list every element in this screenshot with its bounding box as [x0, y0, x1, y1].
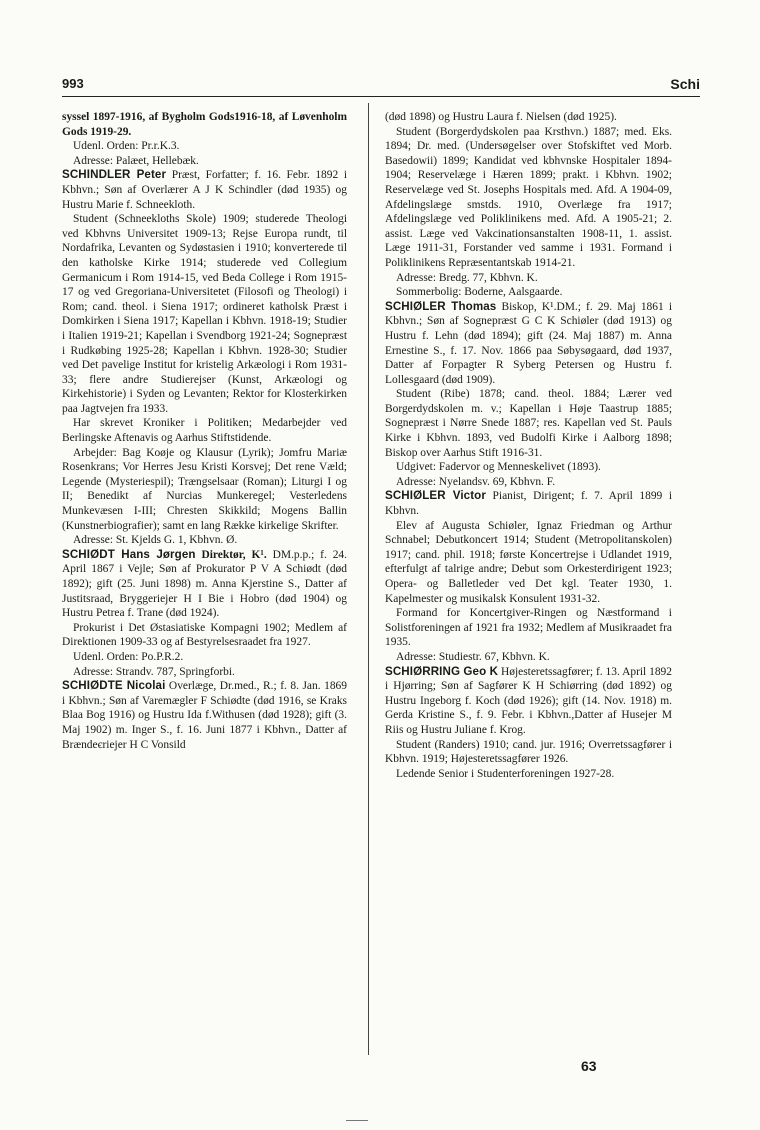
- paragraph: [385, 125, 672, 271]
- entry-text: Arbejder: Bag Koøje og Klausur (Lyrik); Jomfru Mariæ Rosenkrans; Vor Herres Jesu Kristi Korsvej; Det rene Væld; Legende (Mysteriespil); Trængselsaar (Roman); Liturgi I og II; Benedikt af Nurcias Munkeregel; Vesterledens Munkevæsen I-III; Chresten Skikkild; Mogens Ballin (Kunstnerbiografier); samt en lang Række kirkelige Skrifter.: [62, 446, 347, 532]
- paragraph: [62, 650, 347, 665]
- entry-text: Højesteretssagfører; f. 13. April 1892 i Hjørring; Søn af Sagfører K H Schiørring (død 1892) og Hustru Ingeborg f. Koch (død 1926); gift (14. Nov. 1918) m. Gerda Kristine S., f. 9. Febr. i Kbhvn.,Datter af Husejer M Riis og Hustru Juliane f. Krog.: [385, 665, 672, 736]
- entry-paragraph: [62, 548, 347, 621]
- entry-text: Student (Ribe) 1878; cand. theol. 1884; Lærer ved Borgerdydskolen m. v.; Kapellan i Høje Taastrup 1885; Sognepræst i Nørre Snede 1887; res. Kapellan ved St. Pauls Kirke i Kbhvn. 1893, ved Budolfi Kirke i Aalborg 1898; Biskop over Aarhus Stift 1916-31.: [385, 388, 672, 459]
- paragraph: [62, 533, 347, 548]
- paragraph: [385, 460, 672, 475]
- entry-text: Formand for Koncertgiver-Ringen og Næstformand i Solistforeningen af 1921 fra 1932; Medlem af Musikraadet fra 1935.: [385, 607, 672, 649]
- paragraph: [385, 110, 672, 125]
- entry-paragraph: [62, 679, 347, 752]
- entry-paragraph: [385, 665, 672, 738]
- entry-name-suffix: Direktør, K¹.: [195, 548, 267, 561]
- entry-text: Adresse: Studiestr. 67, Kbhvn. K.: [396, 650, 550, 663]
- entry-name: SCHIØLER Thomas: [385, 299, 497, 313]
- entry-text: Har skrevet Kroniker i Politiken; Medarbejder ved Berlingske Aftenavis og Aarhus Stiftstidende.: [62, 417, 347, 445]
- entry-text: Student (Schneekloths Skole) 1909; studerede Theologi ved Kbhvns Universitet 1909-13; Rejse Europa rundt, til Nordafrika, Levanten og Sydøstasien i 1910; konverterede til den katholske Kirke 1914; studerede ved Collegium Germanicum i Rom 1914-15, ved Beda College i Rom 1915-17 og ved Gregoriana-Universitetet (Filosofi og Theologi) i Rom; cand. theol. i Siena 1917; ordineret katholsk Præst i Domkirken i Siena 1917; Kapellan i Kbhvn. 1918-19; Studier i Italien 1919-21; Kapellan i Svendborg 1921-24; Sognepræst i Rudkøbing 1925-28; Kapellan i Kbhvn. 1928-30; Studier ved Det pavelige Institut for kristelig Arkæologi i Rom 1931-33; flere andre Studierejser (Kunst, Arkæologi og Kirkehistorie) i Syden og Levanten; Rektor for Klosterkirken paa Jagtvejen fra 1933.: [62, 213, 347, 415]
- paragraph: [62, 110, 347, 139]
- entry-text: Adresse: Palæet, Hellebæk.: [73, 154, 199, 167]
- entry-text: Adresse: Strandv. 787, Springforbi.: [73, 665, 235, 678]
- entry-name: SCHIØDT Hans Jørgen: [62, 547, 196, 561]
- paragraph: [385, 475, 672, 490]
- entry-text: Student (Randers) 1910; cand. jur. 1916; Overretssagfører i Kbhvn. 1919; Højesteretssagfører 1926.: [385, 738, 672, 766]
- paragraph: [62, 416, 347, 445]
- entry-name: SCHIØRRING Geo K: [385, 664, 499, 678]
- right-column: [385, 110, 672, 781]
- entry-name: SCHINDLER Peter: [62, 168, 167, 182]
- entry-name: SCHIØLER Victor: [385, 489, 486, 503]
- entry-paragraph: [385, 300, 672, 388]
- paragraph: [385, 285, 672, 300]
- entry-text: Præst, Forfatter; f. 16. Febr. 1892 i Kbhvn.; Søn af Overlærer A J K Schindler (død 1935) og Hustru Marie f. Schneekloth.: [62, 169, 347, 211]
- entry-text: syssel 1897-1916, af Bygholm Gods1916-18, af Løvenholm Gods 1919-29.: [62, 111, 347, 138]
- paragraph: [385, 519, 672, 607]
- paragraph: [385, 606, 672, 650]
- entry-text: Udenl. Orden: Po.P.R.2.: [73, 650, 184, 663]
- entry-text: Biskop, K¹.DM.; f. 29. Maj 1861 i Kbhvn.; Søn af Sognepræst G C K Schiøler (død 1913) og Hustru f. Lehn (død 1894); gift (24. Maj 1887) m. Anna Ernestine S., f. 17. Nov. 1866 paa Søbysøgaard, død 1937, Datter af Forpagter R Syberg Petersen og Hustru f. Lollesgaard (død 1909).: [385, 300, 673, 386]
- running-head: Schi: [670, 76, 700, 92]
- entry-text: Ledende Senior i Studenterforeningen 1927-28.: [396, 767, 615, 780]
- entry-text: Overlæge, Dr.med., R.; f. 8. Jan. 1869 i Kbhvn.; Søn af Varemægler F Schiødte (død 1916, se Kraks Blaa Bog 1916) og Hustru Ida f.Withusen (død 1928); gift (3. Maj 1902) m. Inger S., f. 16. Juni 1877 i Kbhvn., Datter af Brændeєriejer H C Vonsild: [62, 680, 347, 751]
- left-column: [62, 110, 347, 752]
- entry-text: Prokurist i Det Østasiatiske Kompagni 1902; Medlem af Direktionen 1909-33 og af Bestyrelsesraadet fra 1927.: [62, 621, 347, 649]
- header-rule: [62, 96, 700, 97]
- entry-text: (død 1898) og Hustru Laura f. Nielsen (død 1925).: [385, 111, 617, 123]
- column-divider: [368, 103, 369, 1055]
- entry-name: SCHIØDTE Nicolai: [62, 679, 166, 693]
- paragraph: [385, 271, 672, 286]
- paragraph: [62, 139, 347, 154]
- entry-text: Sommerbolig: Boderne, Aalsgaarde.: [396, 286, 563, 299]
- page-number: 993: [62, 76, 84, 91]
- entry-text: Student (Borgerdydskolen paa Krsthvn.) 1887; med. Eks. 1894; Dr. med. (Undersøgelser over Stofskiftet ved Morb. Basedowii) 1899; Kandidat ved kbhvnske Hospitaler 1894-1904; Reservelæge i Hæren 1899; prakt. i Kbhvn. 1902; Reservelæge ved St. Josephs Hospitals med. Afd. A 1904-09, Afdelingslæge smstds. 1910, Overlæge fra 1917; Afdelingslæge ved Poliklinikens med. Afd. A 1905-21; 2. assist. Læge ved Vakcinationsanstalten 1908-11, 1. assist. Læge 1911-31, Forstander ved samme i 1931. Formand i Poliklinikens Repræsentantskab 1914-21.: [385, 125, 672, 269]
- paragraph: [62, 212, 347, 416]
- entry-text: Adresse: St. Kjelds G. 1, Kbhvn. Ø.: [73, 534, 238, 547]
- entry-text: Udgivet: Fadervor og Menneskelivet (1893).: [396, 461, 601, 474]
- paragraph: [62, 621, 347, 650]
- entry-text: Adresse: Nyelandsv. 69, Kbhvn. F.: [396, 475, 556, 488]
- entry-text: Udenl. Orden: Pr.r.K.3.: [73, 140, 180, 153]
- entry-paragraph: [385, 489, 672, 518]
- paragraph: [62, 154, 347, 169]
- page-header: [62, 76, 700, 94]
- paragraph: [385, 767, 672, 782]
- entry-text: DM.p.p.; f. 24. April 1867 i Vejle; Søn af Prokurator P V A Schiødt (død 1892); gift (25. Juni 1898) m. Anna Kjerstine S., Datter af Justitsraad, Bryggeriejer H I Bie i Hobro (død 1904) og Hustru Petrea f. Trane (død 1924).: [62, 548, 348, 620]
- entry-text: Adresse: Bredg. 77, Kbhvn. K.: [396, 271, 538, 284]
- footer-page-number: 63: [581, 1058, 597, 1074]
- entry-text: Elev af Augusta Schiøler, Ignaz Friedman og Arthur Schnabel; Debutkoncert 1914; Student (Metropolitanskolen) 1917; cand. phil. 1918; første Koncertrejse i Udlandet 1919, efterfulgt af talrige andre; Debut som Orkesterdirigent 1923; Opera- og Balletleder ved Det kgl. Teater 1930, 1. Kapelmester og musikalsk Konsulent 1931-32.: [385, 519, 672, 605]
- footer-mark: [346, 1120, 368, 1121]
- paragraph: [385, 387, 672, 460]
- paragraph: [62, 665, 347, 680]
- paragraph: [62, 446, 347, 534]
- paragraph: [385, 650, 672, 665]
- entry-text: Pianist, Dirigent; f. 7. April 1899 i Kbhvn.: [385, 490, 672, 518]
- entry-paragraph: [62, 168, 347, 212]
- paragraph: [385, 738, 672, 767]
